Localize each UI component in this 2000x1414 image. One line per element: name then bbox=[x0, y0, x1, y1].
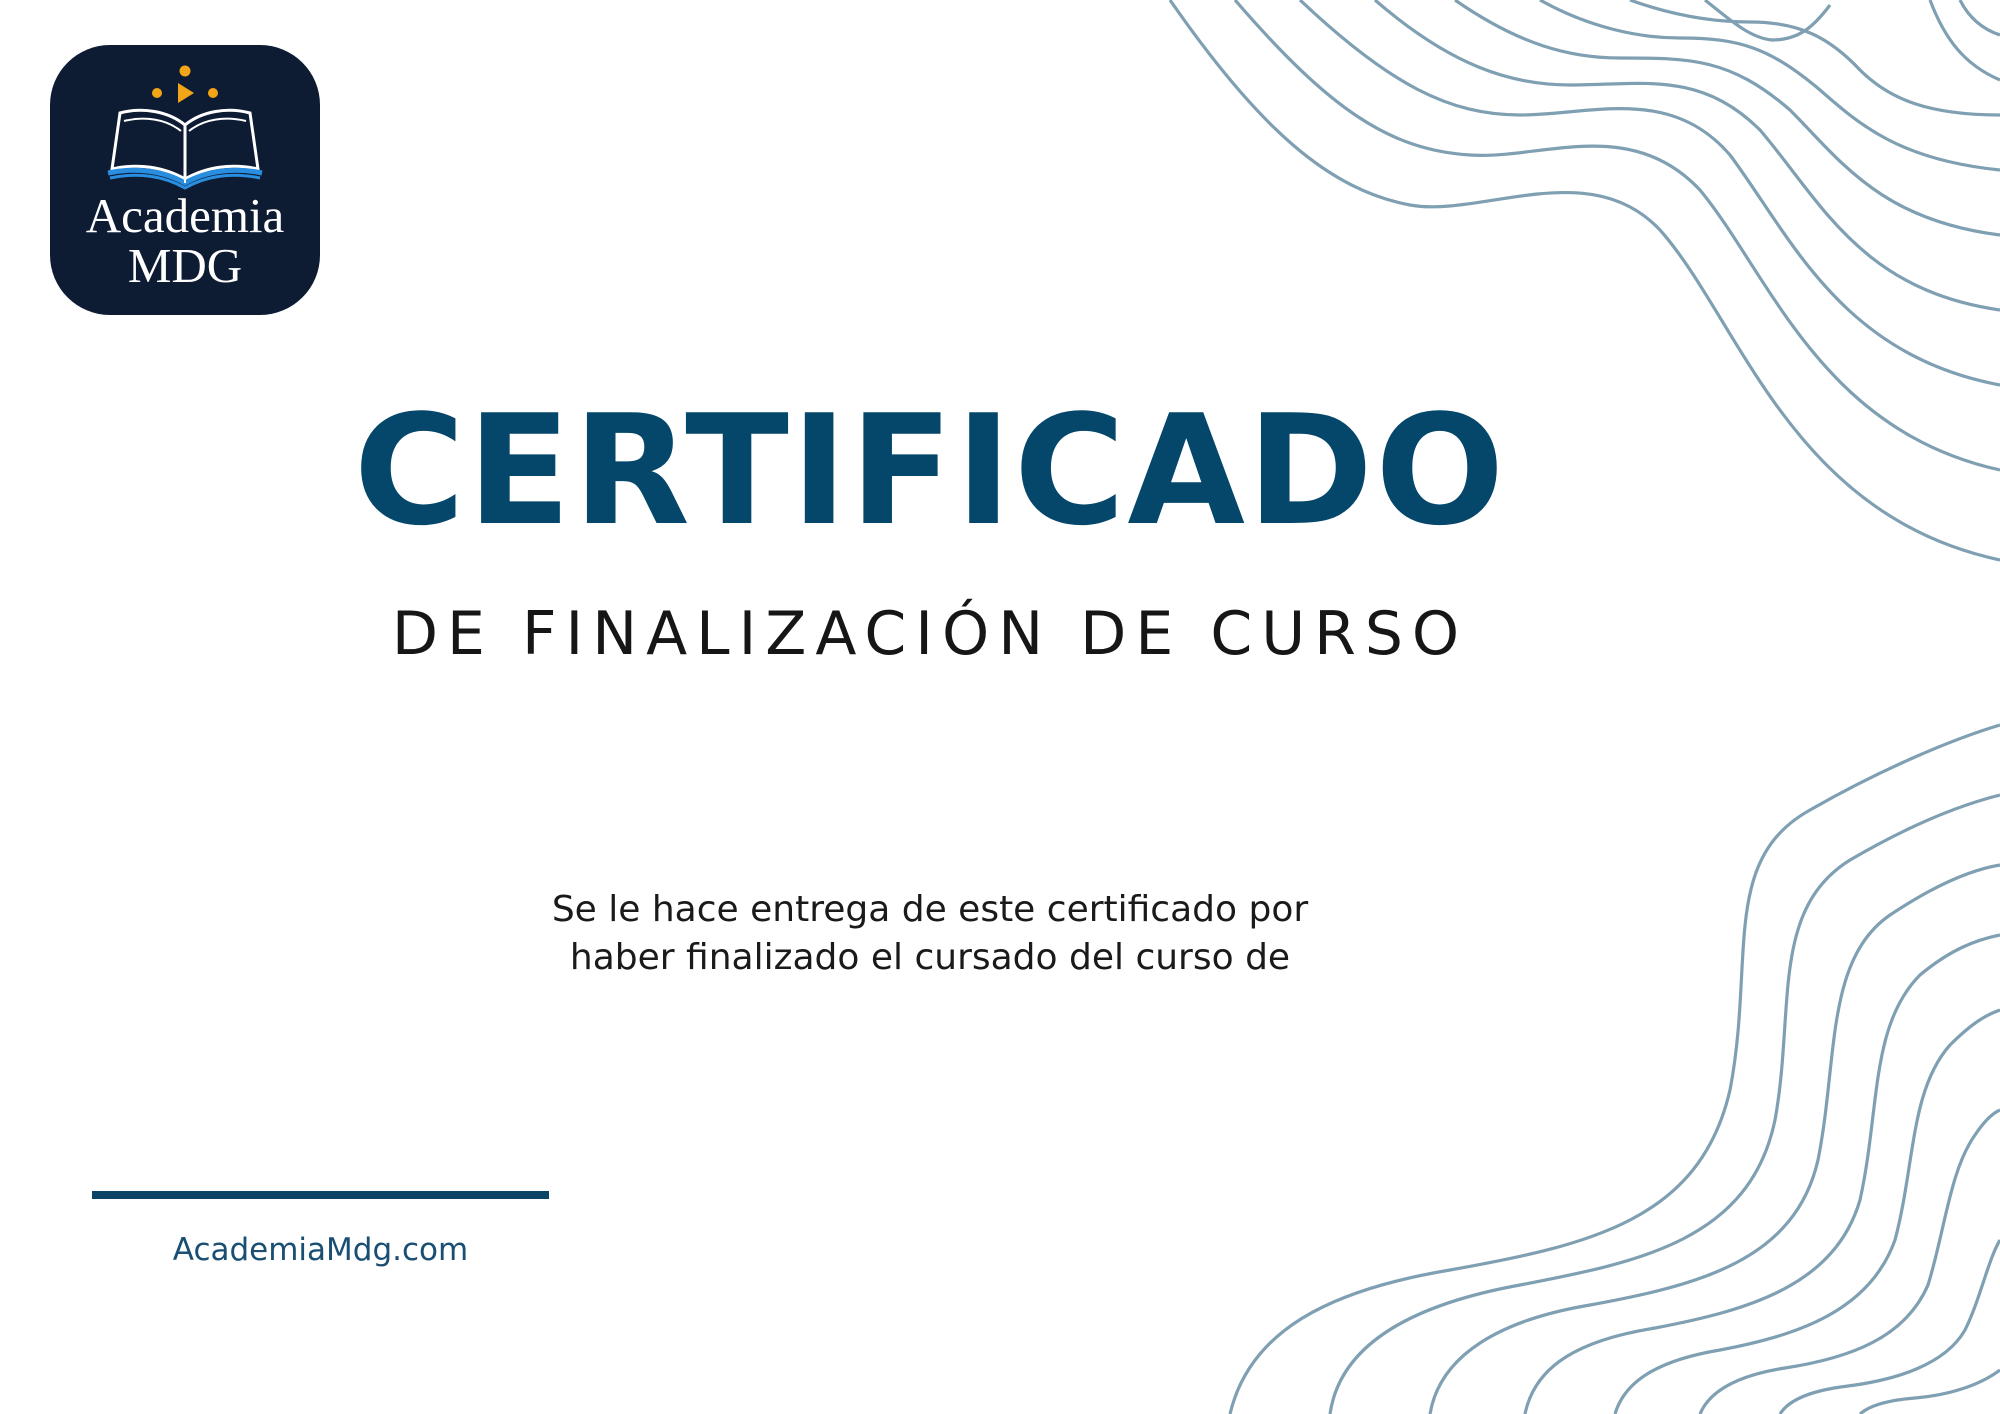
play-icon bbox=[178, 83, 194, 103]
logo-text-academia: Academia bbox=[85, 188, 285, 243]
dot-icon bbox=[152, 88, 162, 98]
certificate-subtitle: DE FINALIZACIÓN DE CURSO bbox=[391, 599, 1469, 669]
wave-line bbox=[1960, 0, 2000, 35]
wave-line bbox=[1860, 1370, 2000, 1414]
body-line-1: Se le hace entrega de este certificado por bbox=[551, 889, 1309, 930]
signature-line bbox=[92, 1191, 549, 1199]
certificate-title: CERTIFICADO bbox=[353, 382, 1507, 559]
wave-line bbox=[1630, 0, 2000, 115]
wave-line bbox=[1700, 1110, 2000, 1414]
wave-line bbox=[1230, 725, 2000, 1414]
logo-text-mdg: MDG bbox=[127, 238, 243, 293]
dot-icon bbox=[208, 88, 218, 98]
wave-line bbox=[1455, 0, 2000, 235]
wave-line bbox=[1930, 0, 2000, 80]
dot-icon bbox=[180, 66, 191, 77]
academia-mdg-logo bbox=[50, 45, 320, 315]
certificate-body bbox=[380, 886, 1480, 982]
body-line-2: haber finalizado el cursado del curso de bbox=[569, 937, 1291, 978]
website-link[interactable]: AcademiaMdg.com bbox=[172, 1232, 469, 1268]
wave-line bbox=[1525, 935, 2000, 1414]
